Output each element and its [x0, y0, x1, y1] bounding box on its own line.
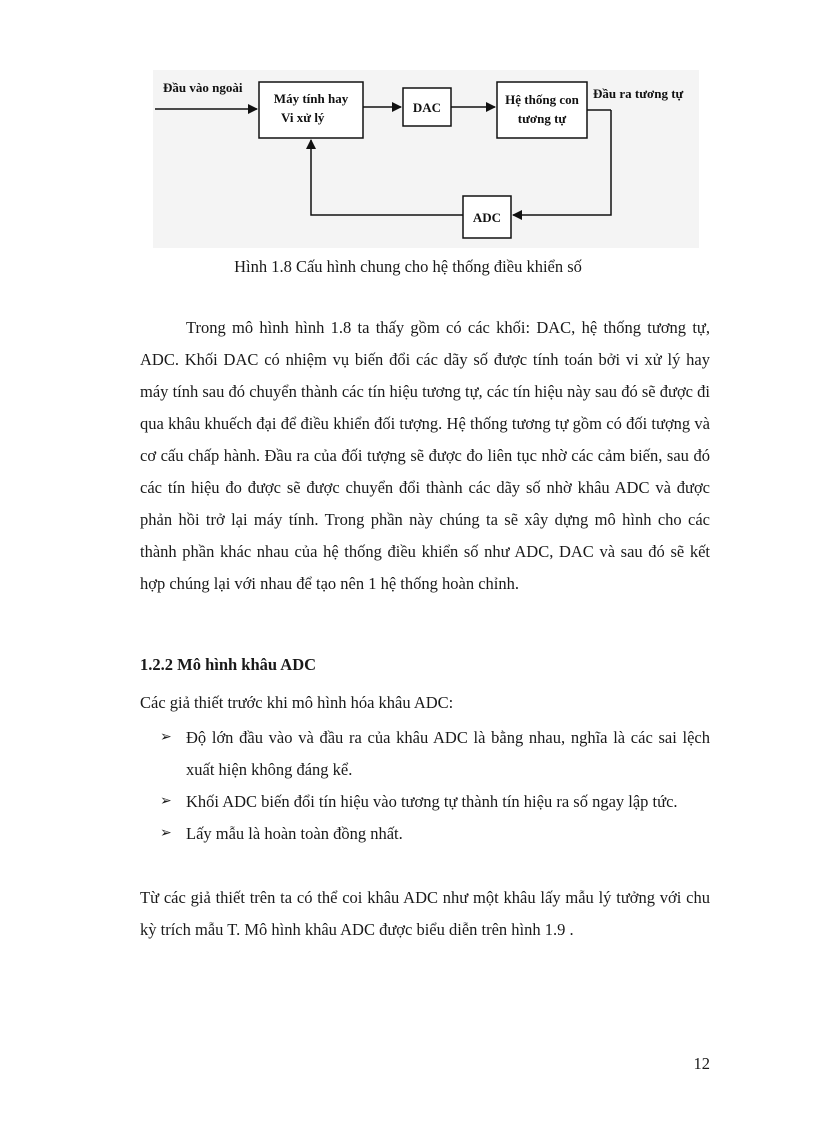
- list-item: ➢ Khối ADC biến đổi tín hiệu vào tương tự thành tín hiệu ra số ngay lập tức.: [160, 786, 710, 818]
- analog-label-line2: tương tự: [517, 111, 567, 126]
- figure-caption: Hình 1.8 Cấu hình chung cho hệ thống điều khiển số: [234, 257, 582, 276]
- computer-label-line2: Vi xử lý: [281, 110, 325, 125]
- arrow-bullet-icon: ➢: [160, 826, 172, 841]
- assumptions-list: [160, 722, 710, 850]
- input-label: Đầu vào ngoài: [163, 80, 243, 95]
- dac-label: DAC: [412, 100, 442, 115]
- assumptions-intro: Các giả thiết trước khi mô hình hóa khâu ADC:: [140, 693, 454, 712]
- adc-label: ADC: [472, 210, 502, 225]
- output-label: Đầu ra tương tự: [593, 86, 684, 101]
- arrow-bullet-icon: ➢: [160, 730, 172, 745]
- page-number: 12: [693, 1054, 710, 1073]
- feedback-line-to-computer: [311, 140, 463, 215]
- section-heading: 1.2.2 Mô hình khâu ADC: [140, 655, 317, 674]
- analog-subsystem-block: [497, 82, 587, 138]
- computer-label-line1: Máy tính hay: [273, 91, 349, 106]
- closing-paragraph: Từ các giả thiết trên ta có thể coi khâu ADC như một khâu lấy mẫu lý tưởng với chu kỳ trích mẫu T. Mô hình khâu ADC được biểu diễn trên hình 1.9 .: [140, 888, 710, 939]
- analog-label-line1: Hệ thống con: [505, 92, 579, 107]
- list-item: ➢ Độ lớn đầu vào và đầu ra của khâu ADC là bằng nhau, nghĩa là các sai lệch xuất hiện không đáng kể.: [160, 722, 710, 786]
- arrow-bullet-icon: ➢: [160, 794, 172, 809]
- block-diagram: [153, 70, 699, 248]
- body-paragraph: Trong mô hình hình 1.8 ta thấy gồm có các khối: DAC, hệ thống tương tự, ADC. Khối DAC có nhiệm vụ biến đổi các dãy số được tính toán bởi vi xử lý hay máy tính sau đó chuyển thành các tín hiệu tương tự, các tín hiệu này sau đó sẽ được đi qua khâu khuếch đại để điều khiển đối tượng. Hệ thống tương tự gồm có đối tượng và cơ cấu chấp hành. Đầu ra của đối tượng sẽ được đo liên tục nhờ các cảm biến, sau đó các tín hiệu đo được sẽ được chuyển đổi thành các dãy số nhờ khâu ADC và được phản hồi trở lại máy tính. Trong phần này chúng ta sẽ xây dựng mô hình cho các thành phần khác nhau của hệ thống điều khiển số như ADC, DAC và sau đó sẽ kết hợp chúng lại với nhau để tạo nên 1 hệ thống hoàn chỉnh.: [140, 318, 710, 593]
- list-item: ➢ Lấy mẫu là hoàn toàn đồng nhất.: [160, 818, 710, 850]
